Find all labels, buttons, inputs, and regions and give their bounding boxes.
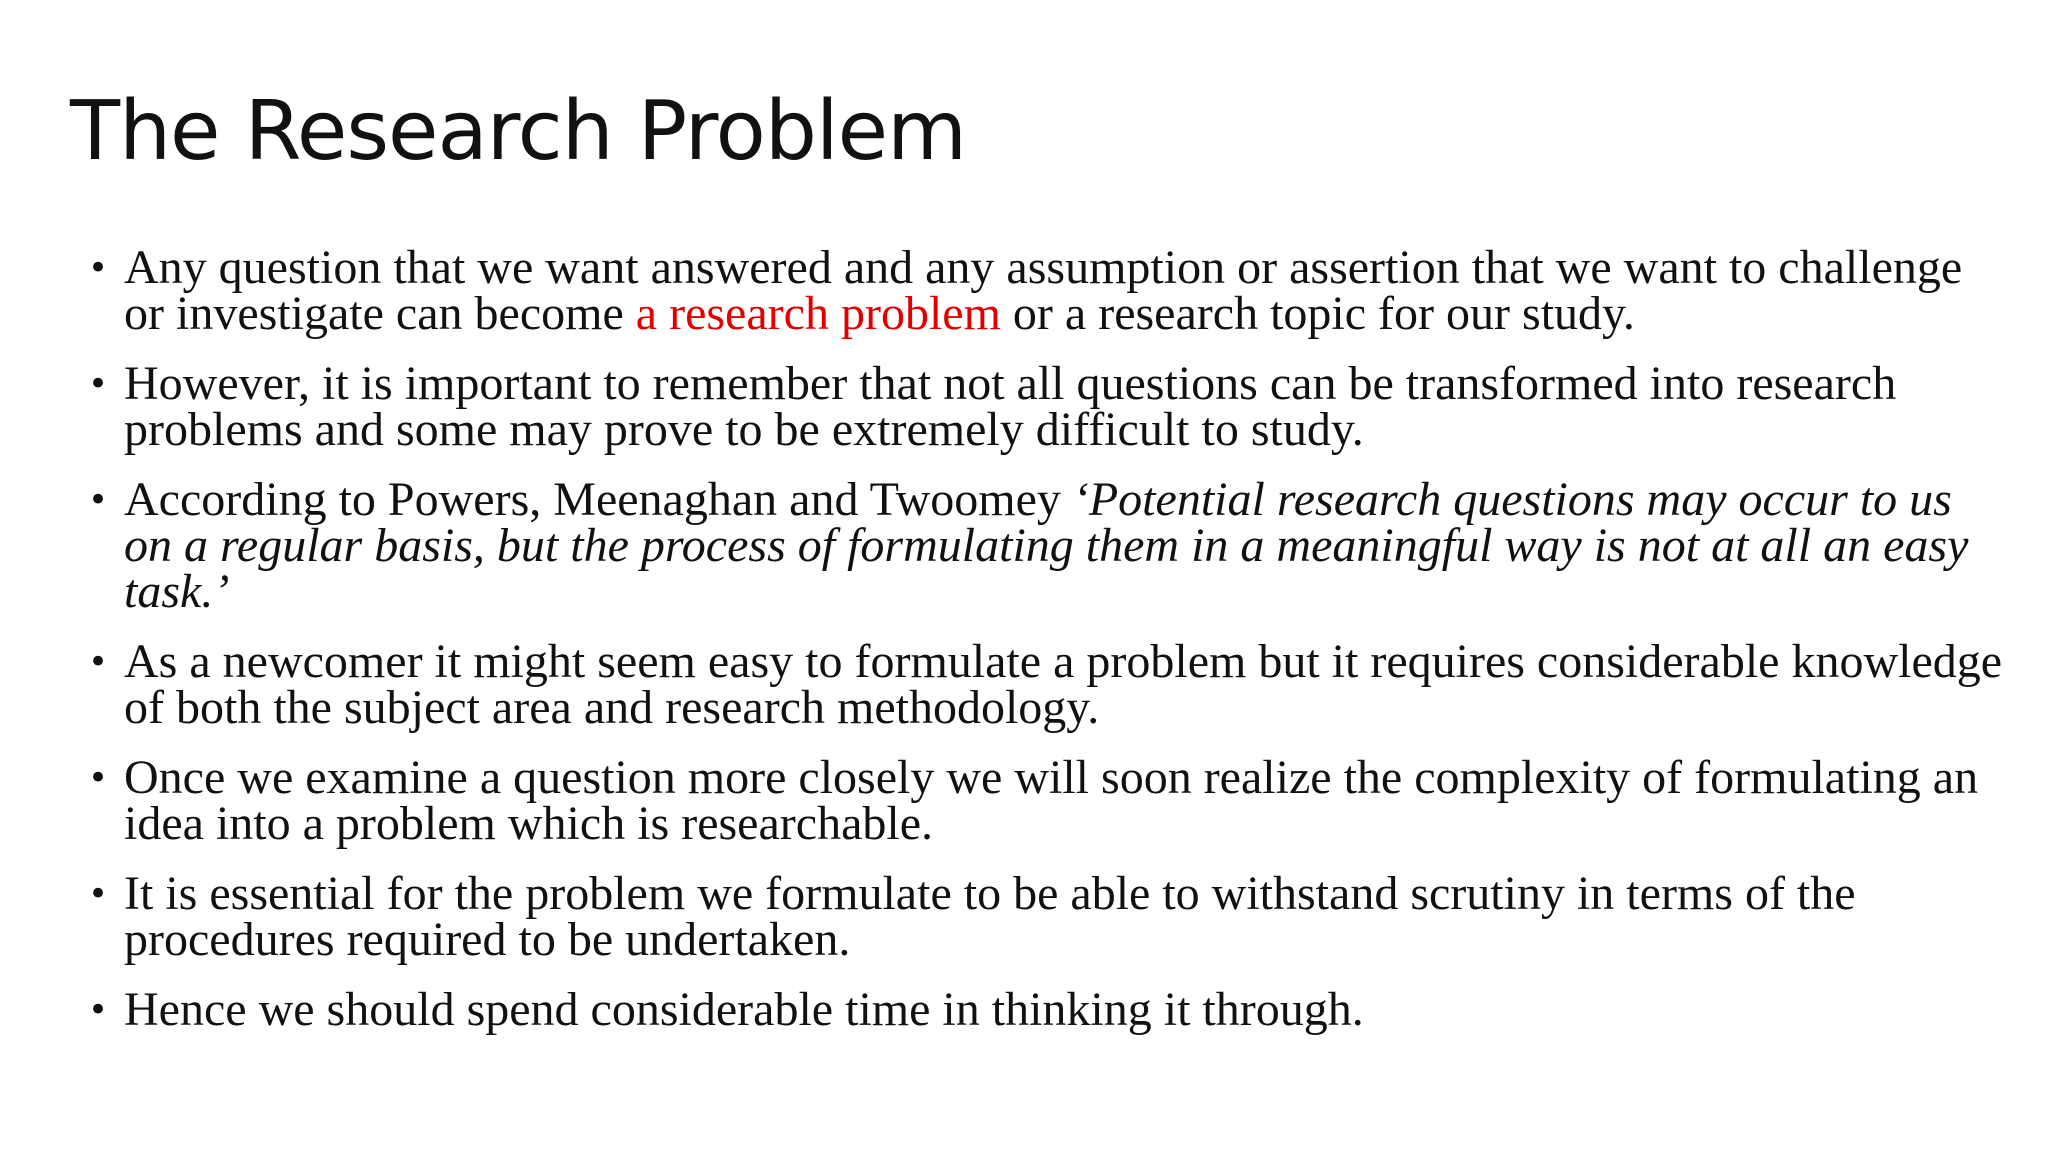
- bullet-text: or a research topic for our study.: [1000, 287, 1635, 340]
- bullet-marker: •: [88, 990, 109, 1030]
- bullet-marker: •: [88, 364, 109, 404]
- bullet-marker: •: [88, 480, 109, 520]
- bullet-item-not-all-questions: [84, 357, 2004, 456]
- bullet-text: However, it is important to remember that not all questions can be transformed into research problems and some may prove to be extremely difficult to study.: [124, 357, 1897, 456]
- bullet-item-powers-quote: [84, 473, 2004, 618]
- bullet-item-complexity: [84, 751, 2004, 850]
- bullet-marker: •: [88, 642, 109, 682]
- bullet-list: [84, 241, 2004, 1057]
- bullet-item-scrutiny: [84, 867, 2004, 966]
- bullet-text: It is essential for the problem we formulate to be able to withstand scrutiny in terms of the procedures required to be undertaken.: [124, 867, 1856, 966]
- bullet-item-newcomer: [84, 635, 2004, 734]
- slide-title: The Research Problem: [70, 84, 967, 179]
- bullet-text: Any question that we want answered and any assumption or assertion that we want to challenge or investigate can become: [124, 241, 1963, 340]
- bullet-text: Once we examine a question more closely we will soon realize the complexity of formulating an idea into a problem which is researchable.: [124, 751, 1979, 850]
- bullet-item-spend-time: [84, 983, 2004, 1036]
- highlighted-term: a research problem: [635, 287, 1001, 340]
- bullet-marker: •: [88, 248, 109, 288]
- bullet-text: Hence we should spend considerable time in thinking it through.: [124, 983, 1364, 1036]
- bullet-text: As a newcomer it might seem easy to formulate a problem but it requires considerable knowledge of both the subject area and research methodology.: [124, 635, 2003, 734]
- bullet-marker: •: [88, 758, 109, 798]
- bullet-item-research-problem: [84, 241, 2004, 340]
- quotation: ‘Potential research questions may occur to us on a regular basis, but the process of formulating them in a meaningful way is not at all an easy task.’: [124, 473, 1969, 618]
- bullet-text: According to Powers, Meenaghan and Twoomey: [124, 473, 1073, 526]
- bullet-marker: •: [88, 874, 109, 914]
